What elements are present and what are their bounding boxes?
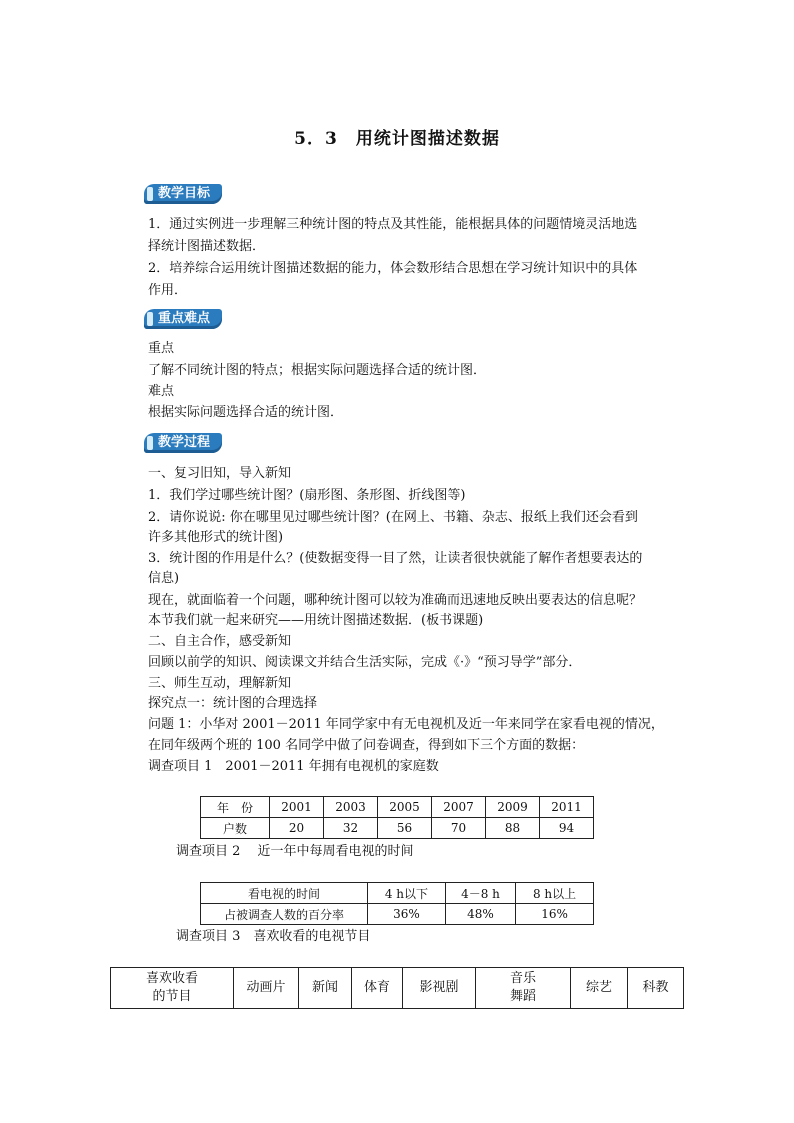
paragraph: 调查项目 1 2001－2011 年拥有电视机的家庭数: [148, 759, 439, 774]
paragraph: 根据实际问题选择合适的统计图．: [148, 405, 344, 420]
table-cell: 56: [378, 818, 432, 839]
table-cell: 新闻: [299, 968, 352, 1009]
section-label: 重点难点: [158, 311, 211, 326]
paragraph: 1．通过实例进一步理解三种统计图的特点及其性能，能根据具体的问题情境灵活地选: [148, 217, 638, 232]
paragraph: 三、师生互动，理解新知: [148, 676, 292, 691]
table-tv-time: [200, 882, 594, 925]
section-label: 教学过程: [158, 435, 211, 450]
table-row: [201, 797, 594, 818]
paragraph: 一、复习旧知，导入新知: [148, 466, 292, 481]
table-cell: 年 份: [201, 797, 270, 818]
table-cell: 2005: [378, 797, 432, 818]
cell-line: 喜欢收看: [145, 971, 198, 986]
table-cell: 32: [324, 818, 378, 839]
badge-bar-icon: [147, 312, 153, 326]
table-tv-households: [200, 796, 594, 839]
table-cell: 94: [540, 818, 594, 839]
table-cell: 36%: [368, 904, 446, 925]
table-tv-programs: [110, 967, 684, 1009]
paragraph: 本节我们就一起来研究——用统计图描述数据．(板书课题): [148, 613, 484, 628]
paragraph: 二、自主合作，感受新知: [148, 634, 292, 649]
page-title: 5．3 用统计图描述数据: [294, 129, 500, 149]
section-badge-keypoints: [144, 309, 222, 329]
paragraph: 现在，就面临着一个问题，哪种统计图可以较为准确而迅速地反映出要表达的信息呢？: [148, 593, 643, 608]
paragraph: 调查项目 3 喜欢收看的电视节目: [176, 929, 371, 944]
cell-line: 音乐: [509, 971, 536, 986]
table-cell: [111, 968, 234, 1009]
paragraph: 2．请你说说: 你在哪里见过哪些统计图？(在网上、书籍、杂志、报纸上我们还会看到: [148, 510, 638, 525]
table-cell: 48%: [445, 904, 515, 925]
table-cell: 2007: [432, 797, 486, 818]
paragraph: 难点: [148, 384, 175, 399]
table-cell: 占被调查人数的百分率: [201, 904, 368, 925]
paragraph: 重点: [148, 341, 175, 356]
table-row: [111, 968, 684, 1009]
paragraph: 调查项目 2 近一年中每周看电视的时间: [176, 844, 414, 859]
table-cell: 影视剧: [403, 968, 476, 1009]
table-row: [201, 818, 594, 839]
paragraph: 2．培养综合运用统计图描述数据的能力，体会数形结合思想在学习统计知识中的具体: [148, 261, 638, 276]
paragraph: 问题 1：小华对 2001－2011 年同学家中有无电视机及近一年来同学在家看电视的情况，: [148, 717, 664, 732]
paragraph: 信息): [148, 571, 180, 586]
paragraph: 作用．: [148, 283, 188, 298]
paragraph: 探究点一：统计图的合理选择: [148, 696, 318, 711]
table-row: [201, 904, 594, 925]
table-cell: 2011: [540, 797, 594, 818]
section-badge-goals: [144, 184, 222, 204]
table-cell: 户数: [201, 818, 270, 839]
paragraph: 3．统计图的作用是什么？(使数据变得一目了然，让读者很快就能了解作者想要表达的: [148, 551, 643, 566]
badge-bar-icon: [147, 436, 153, 450]
table-cell: 2001: [270, 797, 324, 818]
table-cell: 综艺: [571, 968, 628, 1009]
badge-bar-icon: [147, 187, 153, 201]
paragraph: 1．我们学过哪些统计图？(扇形图、条形图、折线图等): [148, 488, 466, 503]
section-label: 教学目标: [158, 186, 211, 201]
table-cell: 20: [270, 818, 324, 839]
table-cell: 70: [432, 818, 486, 839]
section-badge-process: [144, 433, 222, 453]
table-cell: [476, 968, 571, 1009]
table-cell: 4 h以下: [368, 883, 446, 904]
table-cell: 体育: [352, 968, 403, 1009]
paragraph: 在同年级两个班的 100 名同学中做了问卷调查，得到如下三个方面的数据：: [148, 738, 585, 753]
paragraph: 许多其他形式的统计图): [148, 530, 284, 545]
table-cell: 动画片: [234, 968, 299, 1009]
cell-line: 舞蹈: [509, 989, 536, 1004]
table-cell: 看电视的时间: [201, 883, 368, 904]
table-cell: 88: [486, 818, 540, 839]
table-cell: 8 h以上: [516, 883, 594, 904]
table-cell: 2009: [486, 797, 540, 818]
paragraph: 了解不同统计图的特点；根据实际问题选择合适的统计图．: [148, 363, 487, 378]
paragraph: 择统计图描述数据．: [148, 239, 266, 254]
table-cell: 4－8 h: [445, 883, 515, 904]
paragraph: 回顾以前学的知识、阅读课文并结合生活实际，完成《·》“预习导学”部分．: [148, 655, 582, 670]
table-cell: 2003: [324, 797, 378, 818]
cell-line: 的节目: [152, 989, 192, 1004]
table-cell: 科教: [628, 968, 684, 1009]
table-row: [201, 883, 594, 904]
table-cell: 16%: [516, 904, 594, 925]
